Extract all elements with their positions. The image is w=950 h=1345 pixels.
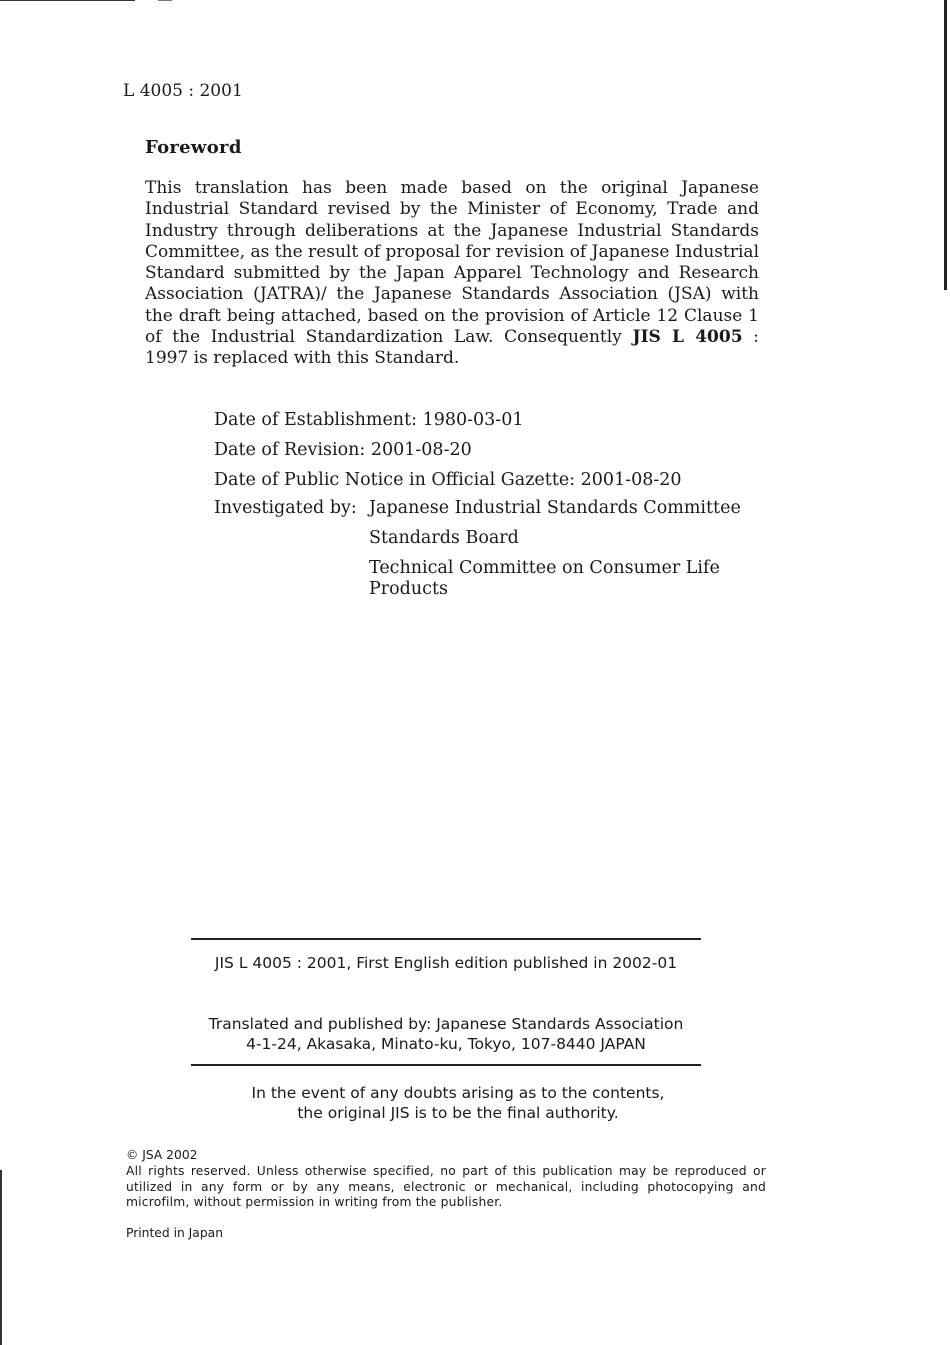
scan-edge-top-fragment — [158, 0, 172, 1]
rights-statement: All rights reserved. Unless otherwise specified, no part of this publication may be reproduced or utilized in any form or by any means, electronic or mechanical, including photocopying and microfilm, without permission in writing from the publisher. — [126, 1163, 766, 1210]
authority-line: In the event of any doubts arising as to the contents, — [251, 1084, 665, 1102]
investigated-label: Investigated by: — [214, 498, 357, 518]
foreword-title: Foreword — [145, 137, 242, 158]
scan-edge-left — [0, 1170, 2, 1345]
investigated-list — [369, 498, 749, 609]
investigated-item: Japanese Industrial Standards Committee — [369, 498, 741, 518]
authority-line: the original JIS is to be the final authority. — [297, 1104, 619, 1122]
foreword-body — [145, 178, 759, 370]
publisher-block — [191, 1014, 701, 1054]
edition-line: JIS L 4005 : 2001, First English edition published in 2002-01 — [214, 954, 678, 972]
investigated-item: Standards Board — [369, 528, 519, 548]
publisher-line: Translated and published by: Japanese Standards Association — [208, 1015, 684, 1033]
date-revision: Date of Revision: 2001-08-20 — [214, 440, 472, 460]
foreword-text: This translation has been made based on the original Japanese Industrial Standard revised by the Minister of Economy, Trade and Industry through deliberations at the Japanese Industrial Standards Committee, as the result of proposal for revision of Japanese Industrial Standard submitted by the Japan Apparel Technology and Research Association (JATRA)/ the Japanese Standards Association (JSA) with the draft being attached, based on the provision of Article 12 Clause 1 of the Industrial Standardization Law. Consequently — [145, 178, 759, 348]
foreword-text-end: : 1997 is replaced with this Standard. — [145, 327, 760, 369]
investigated-item: Technical Committee on Consumer Life Products — [369, 558, 720, 599]
document-code: L 4005 : 2001 — [123, 81, 243, 101]
copyright-block — [126, 1148, 766, 1211]
date-establishment: Date of Establishment: 1980-03-01 — [214, 410, 524, 430]
copyright-notice: © JSA 2002 — [126, 1148, 198, 1162]
authority-note — [191, 1083, 725, 1123]
divider-bottom — [191, 1064, 701, 1066]
dates-block — [214, 408, 741, 599]
scan-edge-right — [944, 0, 947, 290]
date-public-notice: Date of Public Notice in Official Gazette: 2001-08-20 — [214, 470, 682, 490]
scan-edge-top — [0, 0, 135, 1]
printed-in: Printed in Japan — [126, 1226, 223, 1240]
divider-top — [191, 938, 701, 940]
publisher-address: 4-1-24, Akasaka, Minato-ku, Tokyo, 107-8440 JAPAN — [246, 1035, 646, 1053]
foreword-standard-ref: JIS L 4005 — [632, 327, 743, 348]
